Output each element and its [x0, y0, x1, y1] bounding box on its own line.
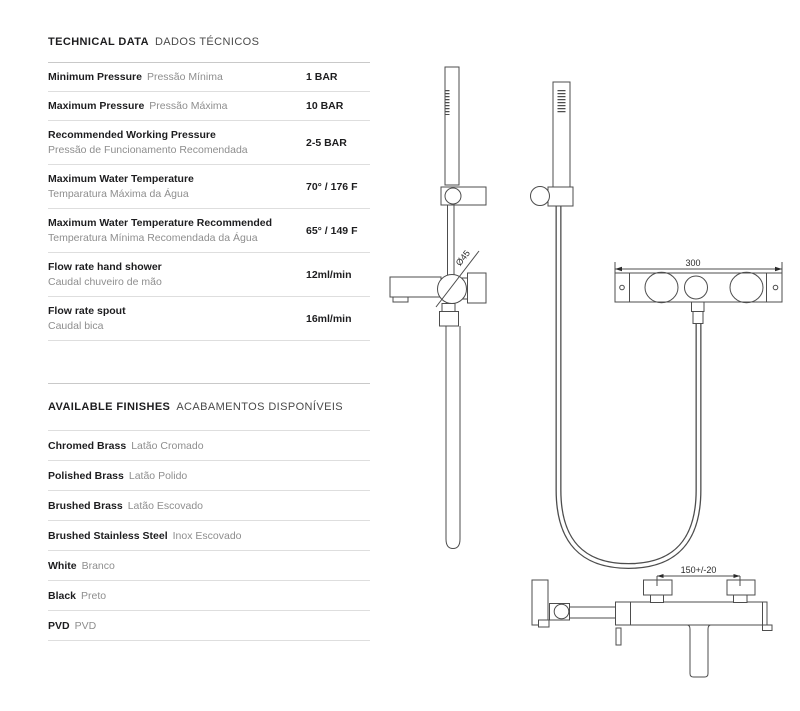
finish-label-en: Brushed Stainless Steel	[48, 529, 168, 542]
finish-row	[48, 581, 370, 611]
finish-label-pt: Inox Escovado	[172, 529, 242, 542]
row-label-en: Flow rate spout	[48, 305, 126, 317]
table-row	[48, 209, 370, 253]
table-row	[48, 92, 370, 121]
technical-data-header	[48, 36, 370, 62]
row-labels	[48, 99, 306, 113]
section-title-en: AVAILABLE FINISHES	[48, 401, 171, 413]
row-label-en: Maximum Pressure	[48, 100, 145, 112]
row-labels	[48, 70, 306, 84]
finish-row	[48, 461, 370, 491]
side-view-with-hose-drawing	[531, 82, 705, 566]
finish-label-en: PVD	[48, 619, 70, 632]
finish-row	[48, 431, 370, 461]
section-title-pt: ACABAMENTOS DISPONÍVEIS	[176, 401, 344, 413]
finish-label-pt: Latão Cromado	[131, 439, 204, 452]
finish-label-en: Brushed Brass	[48, 499, 123, 512]
available-finishes-header	[48, 383, 370, 431]
row-label-pt: Pressão de Funcionamento Recomendada	[48, 143, 248, 156]
row-label-en: Flow rate hand shower	[48, 261, 162, 273]
finish-label-pt: Preto	[81, 589, 107, 602]
dimension-label-inlet-spacing: 150+/-20	[680, 565, 717, 575]
technical-drawings	[380, 55, 800, 711]
finish-label-pt: Latão Escovado	[127, 499, 204, 512]
finish-label-en: Black	[48, 589, 77, 602]
row-labels	[48, 304, 306, 333]
row-label-pt: Caudal bica	[48, 319, 104, 332]
finish-label-en: Chromed Brass	[48, 439, 127, 452]
technical-drawings-svg	[380, 55, 800, 711]
table-row	[48, 253, 370, 297]
table-row	[48, 63, 370, 92]
finish-label-pt: PVD	[74, 619, 97, 632]
technical-data-section	[48, 36, 370, 341]
row-value: 2-5 BAR	[306, 136, 347, 149]
shower-hose-outline	[559, 206, 699, 566]
row-labels	[48, 128, 306, 157]
row-label-pt: Caudal chuveiro de mão	[48, 275, 162, 288]
table-row	[48, 121, 370, 165]
row-label-en: Maximum Water Temperature Recommended	[48, 217, 273, 229]
available-finishes-table	[48, 431, 370, 641]
row-value: 16ml/min	[306, 312, 352, 325]
finish-label-pt: Branco	[81, 559, 115, 572]
finish-row	[48, 551, 370, 581]
shower-hose-inner	[559, 206, 699, 566]
row-label-pt: Temparatura Máxima da Água	[48, 187, 189, 200]
finish-row	[48, 611, 370, 641]
technical-data-table	[48, 62, 370, 341]
finish-label-pt: Latão Polido	[128, 469, 188, 482]
finish-label-en: White	[48, 559, 77, 572]
row-label-pt: Pressão Mínima	[146, 71, 223, 83]
table-row	[48, 297, 370, 341]
finish-label-en: Polished Brass	[48, 469, 124, 482]
top-view-bar-drawing	[615, 258, 782, 303]
side-profile-mixer-drawing	[532, 565, 772, 677]
row-labels	[48, 172, 306, 201]
row-label-en: Recommended Working Pressure	[48, 129, 216, 141]
dimension-label-bar-width: 300	[685, 258, 701, 268]
table-row	[48, 165, 370, 209]
row-labels	[48, 260, 306, 289]
available-finishes-section	[48, 383, 370, 641]
dimension-label-diameter: Ø45	[453, 248, 473, 268]
row-value: 12ml/min	[306, 268, 352, 281]
spec-tables-column	[48, 36, 370, 641]
row-label-pt: Temperatura Mínima Recomendada da Água	[48, 231, 258, 244]
section-title-pt: DADOS TÉCNICOS	[154, 36, 260, 48]
dimension-bar-width	[615, 258, 782, 274]
row-value: 65° / 149 F	[306, 224, 358, 237]
finish-row	[48, 491, 370, 521]
finish-row	[48, 521, 370, 551]
row-labels	[48, 216, 306, 245]
row-value: 10 BAR	[306, 100, 344, 112]
row-label-pt: Pressão Máxima	[149, 100, 228, 112]
row-label-en: Minimum Pressure	[48, 71, 142, 83]
row-label-en: Maximum Water Temperature	[48, 173, 194, 185]
row-value: 1 BAR	[306, 71, 338, 83]
section-title-en: TECHNICAL DATA	[48, 36, 149, 48]
row-value: 70° / 176 F	[306, 180, 358, 193]
front-view-drawing	[390, 67, 486, 549]
